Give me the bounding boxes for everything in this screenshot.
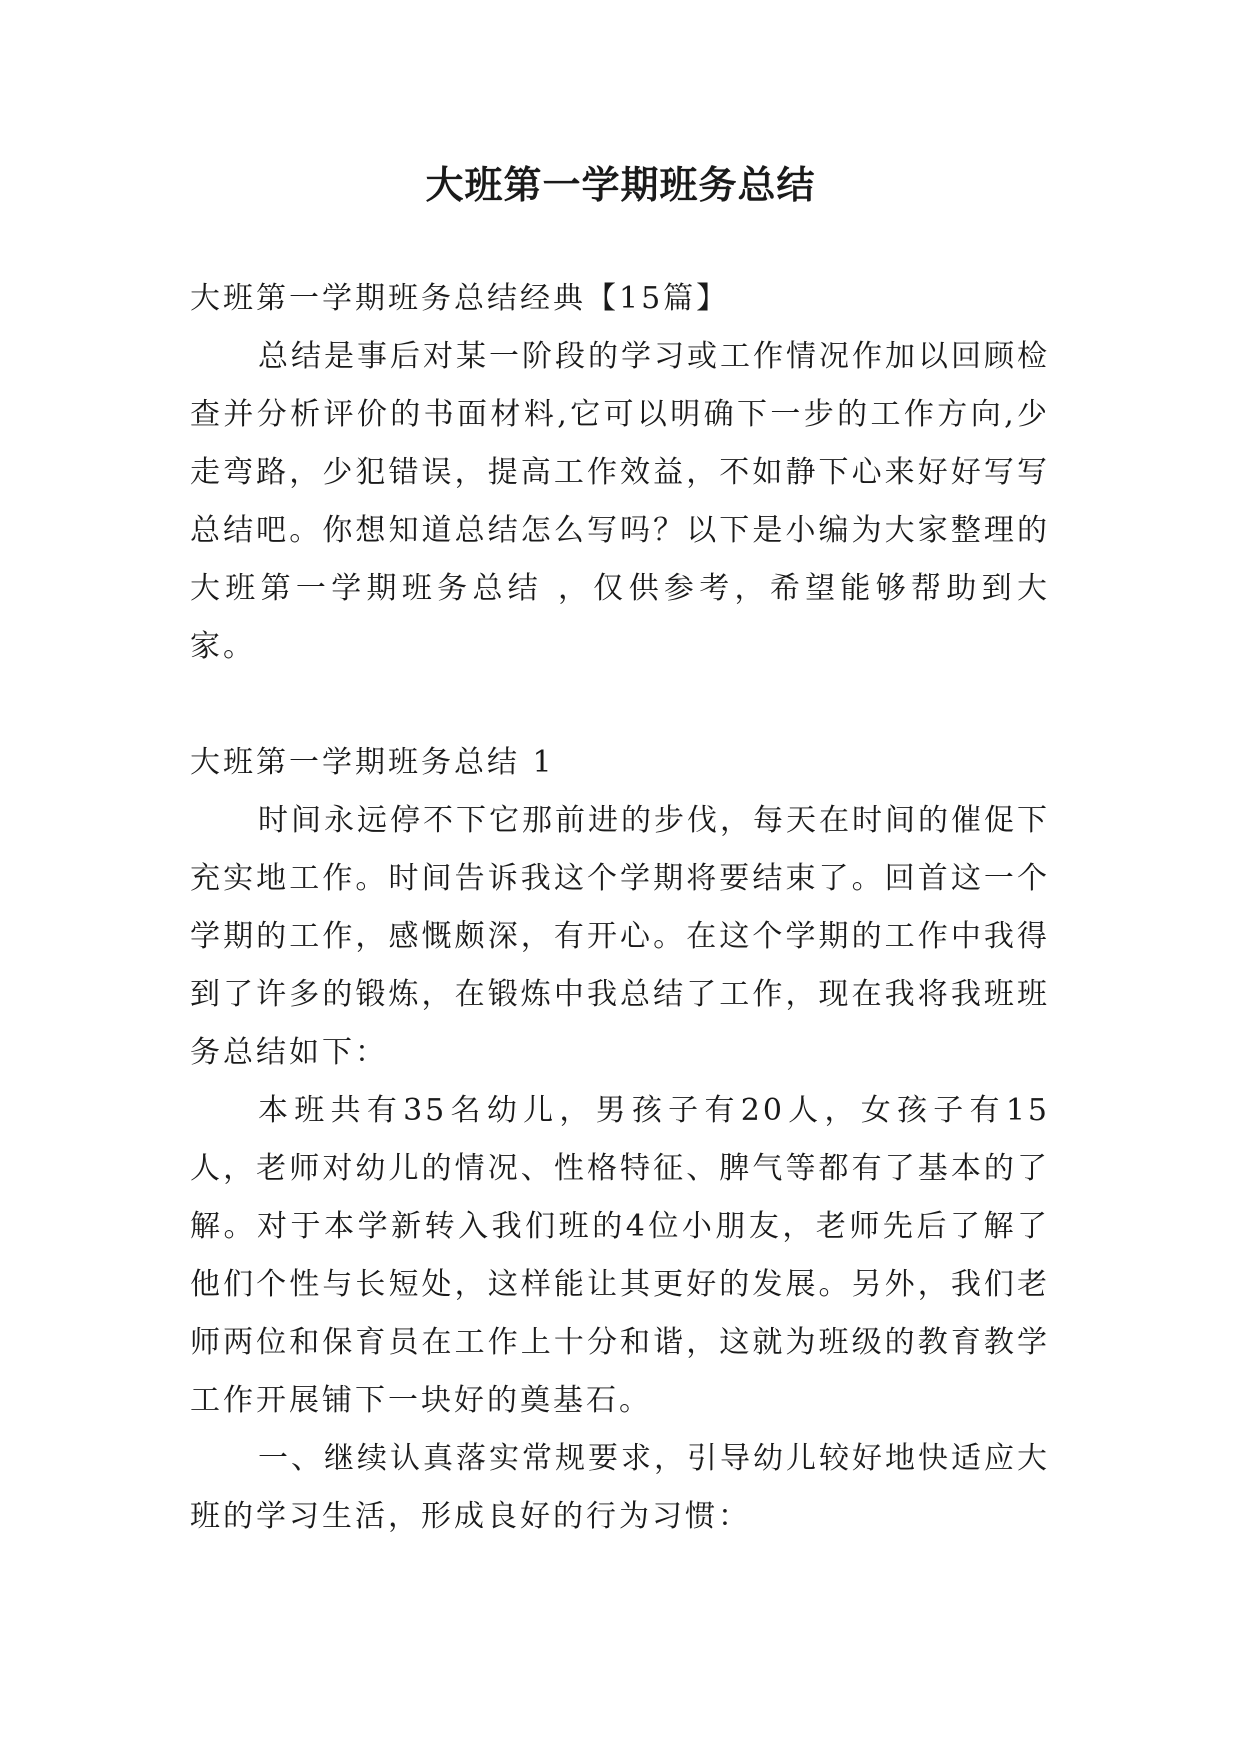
document-title: 大班第一学期班务总结 xyxy=(425,163,816,207)
body-paragraph: 本班共有35名幼儿，男孩子有20人，女孩子有15人，老师对幼儿的情况、性格特征、脾气等都有了基本的了解。对于本学新转入我们班的4位小朋友，老师先后了解了他们个性与长短处，这样能让其更好的发展。另外，我们老师两位和保育员在工作上十分和谐，这就为班级的教育教学工作开展铺下一块好的奠基石。 xyxy=(190,1093,1050,1418)
intro-paragraph: 总结是事后对某一阶段的学习或工作情况作加以回顾检查并分析评价的书面材料,它可以明确下一步的工作方向,少走弯路，少犯错误，提高工作效益，不如静下心来好好写写总结吧。你想知道总结怎么写吗？以下是小编为大家整理的大班第一学期班务总结 ，仅供参考，希望能够帮助到大家。 xyxy=(190,339,1050,664)
body-paragraph: 一、继续认真落实常规要求，引导幼儿较好地快适应大班的学习生活，形成良好的行为习惯： xyxy=(190,1441,1050,1534)
document-subtitle: 大班第一学期班务总结经典【15篇】 xyxy=(190,281,730,316)
body-paragraph: 时间永远停不下它那前进的步伐，每天在时间的催促下充实地工作。时间告诉我这个学期将要结束了。回首这一个学期的工作，感慨颇深，有开心。在这个学期的工作中我得到了许多的锻炼，在锻炼中我总结了工作，现在我将我班班务总结如下： xyxy=(190,803,1050,1070)
section-heading: 大班第一学期班务总结 1 xyxy=(190,745,555,780)
document-body xyxy=(190,270,1050,1546)
section-spacer xyxy=(190,676,1050,734)
